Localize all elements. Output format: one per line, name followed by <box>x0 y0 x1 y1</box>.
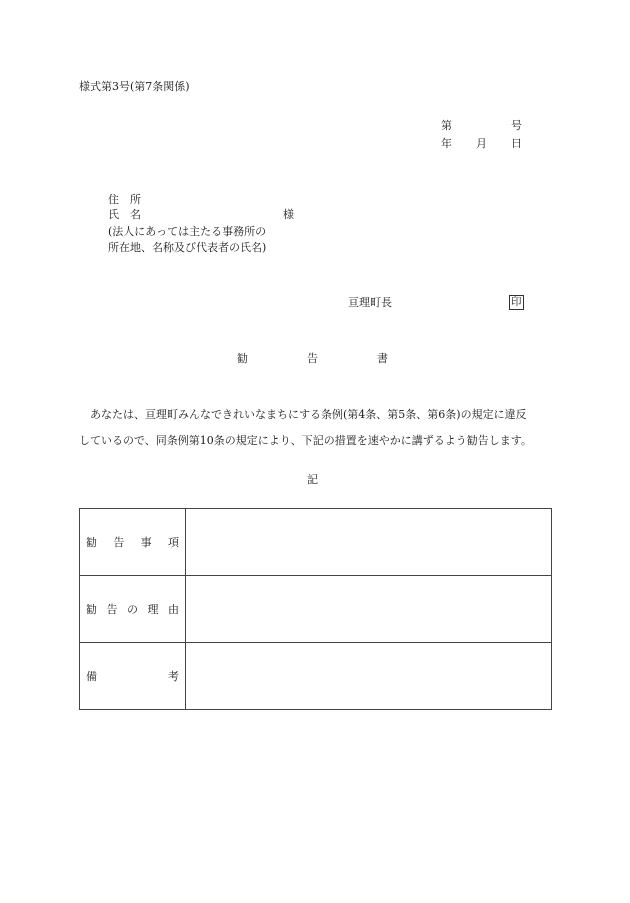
label-char: 勧 <box>86 603 97 616</box>
label-char: 項 <box>167 536 179 549</box>
row-label <box>80 509 186 576</box>
label-char: 理 <box>147 603 159 616</box>
heading-char-3: 書 <box>377 352 388 365</box>
heading-char-2: 告 <box>307 352 318 365</box>
date-year: 年 <box>441 137 452 150</box>
name-label: 氏 名 <box>108 208 141 221</box>
row-label <box>80 576 186 643</box>
body-line-2: しているので、同条例第10条の規定により、下記の措置を速やかに講ずるよう勧告します。 <box>79 434 532 447</box>
form-number: 様式第3号(第7条関係) <box>79 80 190 93</box>
label-char: 備 <box>86 670 97 683</box>
table-row <box>80 643 552 710</box>
label-char: の <box>127 603 138 616</box>
seal-mark: 印 <box>511 296 522 308</box>
issuer-title: 亘理町長 <box>348 296 392 309</box>
row-value[interactable] <box>186 576 552 643</box>
recommendation-table <box>79 508 552 710</box>
row-label <box>80 643 186 710</box>
honorific: 様 <box>283 208 294 221</box>
label-char: 考 <box>168 670 179 683</box>
table-row <box>80 509 552 576</box>
row-value[interactable] <box>186 509 552 576</box>
label-char: 由 <box>168 603 179 616</box>
table-row <box>80 576 552 643</box>
doc-number-prefix: 第 <box>441 119 452 132</box>
date-day: 日 <box>511 137 522 150</box>
ki-label: 記 <box>307 473 318 486</box>
label-char: 事 <box>140 536 152 549</box>
doc-number-suffix: 号 <box>511 119 522 132</box>
label-char: 勧 <box>86 536 97 549</box>
body-line-1: あなたは、亘理町みんなできれいなまちにする条例(第4条、第5条、第6条)の規定に違反 <box>90 408 527 421</box>
heading-char-1: 勧 <box>237 352 248 365</box>
addressee-note-line1: (法人にあっては主たる事務所の <box>108 225 267 238</box>
label-char: 告 <box>106 603 118 616</box>
row-value[interactable] <box>186 643 552 710</box>
date-month: 月 <box>476 137 487 150</box>
addressee-note-line2: 所在地、名称及び代表者の氏名) <box>108 241 267 254</box>
label-char: 告 <box>113 536 125 549</box>
address-label: 住 所 <box>108 193 141 206</box>
